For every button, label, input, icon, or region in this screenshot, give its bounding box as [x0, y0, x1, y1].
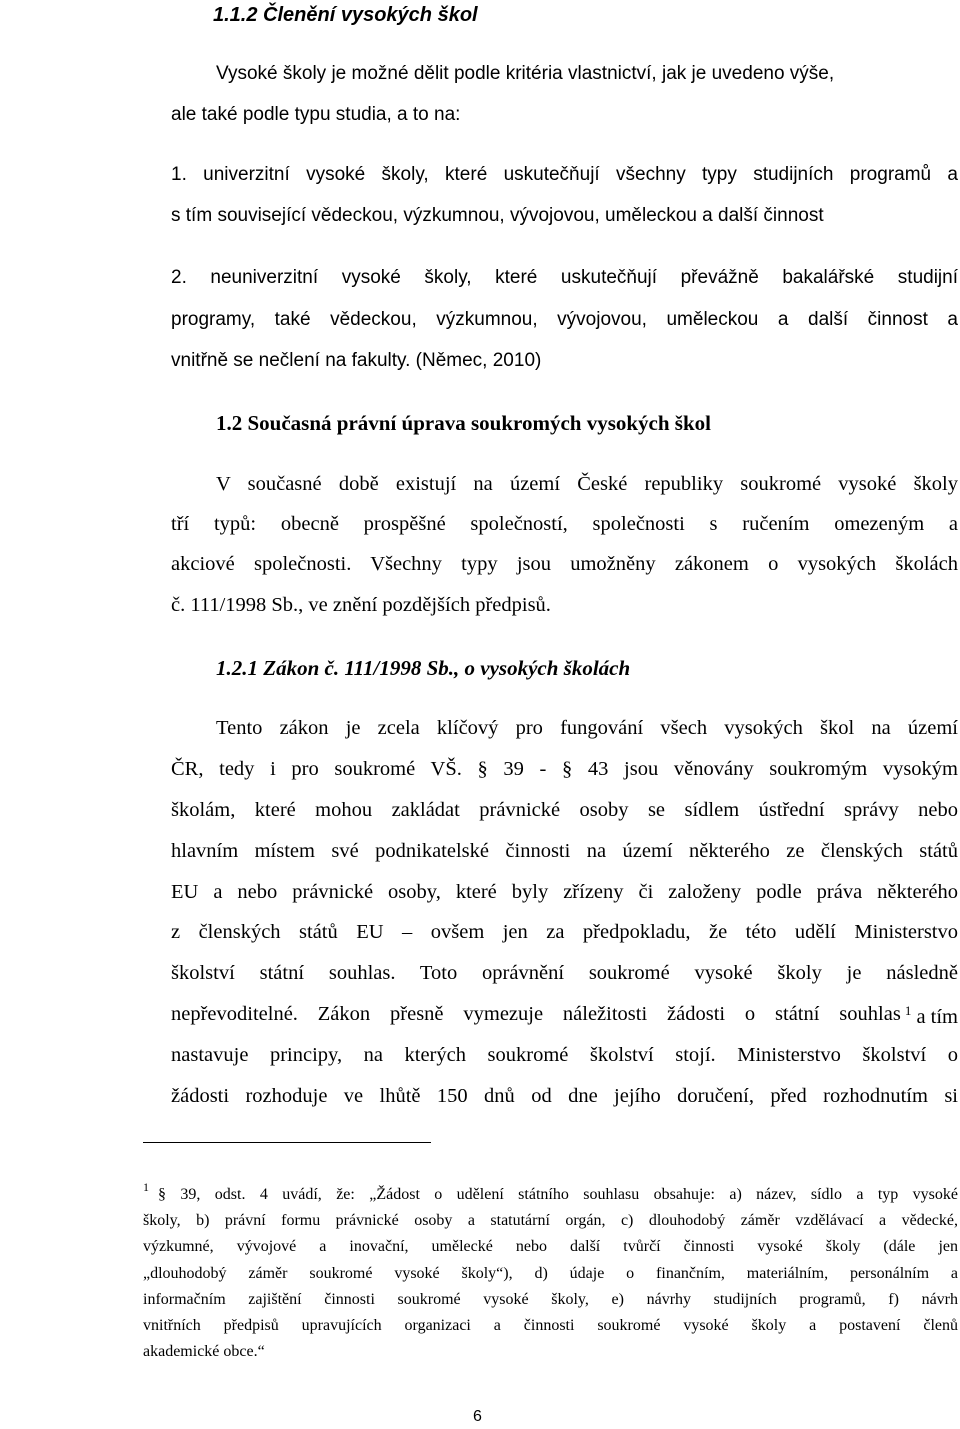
para-1-2-1-line-6: z členských států EU – ovšem jen za předpokladu, že této udělí Ministerstvo [171, 921, 958, 943]
list-item-2-line-3: vnitřně se nečlení na fakulty. (Němec, 2010) [171, 350, 542, 371]
section-number: 1.2 [216, 411, 243, 435]
footnote-line-6: vnitřních předpisů upravujících organizaci a činnosti soukromé vysoké školy a postavení členů [143, 1317, 958, 1334]
para-1-2-1-line-1: Tento zákon je zcela klíčový pro fungování všech vysokých škol na území [216, 717, 958, 739]
intro-line-2: ale také podle typu studia, a to na: [171, 104, 461, 125]
para-1-2-line-2: tří typů: obecně prospěšné společností, společnosti s ručením omezeným a [171, 513, 958, 535]
footnote-line-5: informačním zajištění činnosti soukromé vysoké školy, e) návrhy studijních programů, f) návrh [143, 1291, 958, 1308]
page-number: 6 [473, 1408, 482, 1425]
section-heading-1-2 [216, 411, 711, 436]
section-heading-1-1-2 [213, 4, 478, 27]
section-number: 1.1.2 [213, 4, 258, 26]
para-line-8-end: a tím [911, 1005, 958, 1028]
para-1-2-1-line-10: žádosti rozhoduje ve lhůtě 150 dnů od dne jejího doručení, před rozhodnutím si [171, 1085, 958, 1107]
section-title: Současná právní úprava soukromých vysokých škol [247, 411, 711, 435]
para-1-2-1-line-7: školství státní souhlas. Toto oprávnění soukromé vysoké školy je následně [171, 962, 958, 984]
footnote-reference [905, 1003, 958, 1029]
para-1-2-line-4: č. 111/1998 Sb., ve znění pozdějších předpisů. [171, 594, 551, 616]
para-1-2-line-3: akciové společnosti. Všechny typy jsou umožněny zákonem o vysokých školách [171, 553, 958, 575]
para-1-2-1-line-5: EU a nebo právnické osoby, které byly zřízeny či založeny podle práva některého [171, 881, 958, 903]
list-item-2-line-1: 2. neuniverzitní vysoké školy, které uskutečňují převážně bakalářské studijní [171, 267, 958, 288]
para-1-2-1-line-9: nastavuje principy, na kterých soukromé školství stojí. Ministerstvo školství o [171, 1044, 958, 1066]
footnote-line-2: školy, b) právní formu právnické osoby a statutární orgán, c) dlouhodobý záměr vzdělávací a vědecké, [143, 1212, 958, 1229]
footnote-line-3: výzkumné, vývojové a inovační, umělecké nebo další tvůrčí činnosti vysoké školy (dále jen [143, 1238, 958, 1255]
footnote-line-4: „dlouhodobý záměr soukromé vysoké školy“), d) údaje o finančním, materiálním, personálním a [143, 1265, 958, 1282]
section-subtitle: , o vysokých školách [454, 656, 631, 680]
footnote-ref-number: 1 [904, 1003, 912, 1018]
intro-line-1: Vysoké školy je možné dělit podle kritéria vlastnictví, jak je uvedeno výše, [216, 63, 835, 84]
para-1-2-1-line-4: hlavním místem své podnikatelské činnosti na území některého ze členských států [171, 840, 958, 862]
footnote-line-1: § 39, odst. 4 uvádí, že: „Žádost o udělení státního souhlasu obsahuje: a) název, sídlo a typ vysoké [158, 1186, 958, 1203]
footnote-number: 1 [143, 1180, 149, 1194]
para-1-2-1-line-3: školám, které mohou zakládat právnické osoby se sídlem ústřední správy nebo [171, 799, 958, 821]
para-1-2-1-line-2: ČR, tedy i pro soukromé VŠ. § 39 - § 43 jsou věnovány soukromým vysokým [171, 758, 958, 780]
list-item-2-line-2: programy, také vědeckou, výzkumnou, vývojovou, uměleckou a další činnost a [171, 309, 958, 330]
section-title: Členění vysokých škol [263, 4, 478, 26]
footnote-separator [143, 1142, 431, 1143]
section-title: Zákon č. 111/1998 Sb. [263, 656, 455, 680]
para-1-2-line-1: V současné době existují na území České republiky soukromé vysoké školy [216, 473, 958, 495]
para-1-2-1-line-8 [171, 1003, 958, 1029]
para-line-8-text: nepřevoditelné. Zákon přesně vymezuje náležitosti žádosti o státní souhlas [171, 1003, 901, 1025]
footnote-line-7: akademické obce.“ [143, 1343, 265, 1360]
list-item-1-line-1: 1. univerzitní vysoké školy, které uskutečňují všechny typy studijních programů a [171, 164, 958, 185]
list-item-1-line-2: s tím související vědeckou, výzkumnou, vývojovou, uměleckou a další činnost [171, 205, 824, 226]
section-number: 1.2.1 [216, 656, 258, 680]
section-heading-1-2-1 [216, 656, 630, 681]
